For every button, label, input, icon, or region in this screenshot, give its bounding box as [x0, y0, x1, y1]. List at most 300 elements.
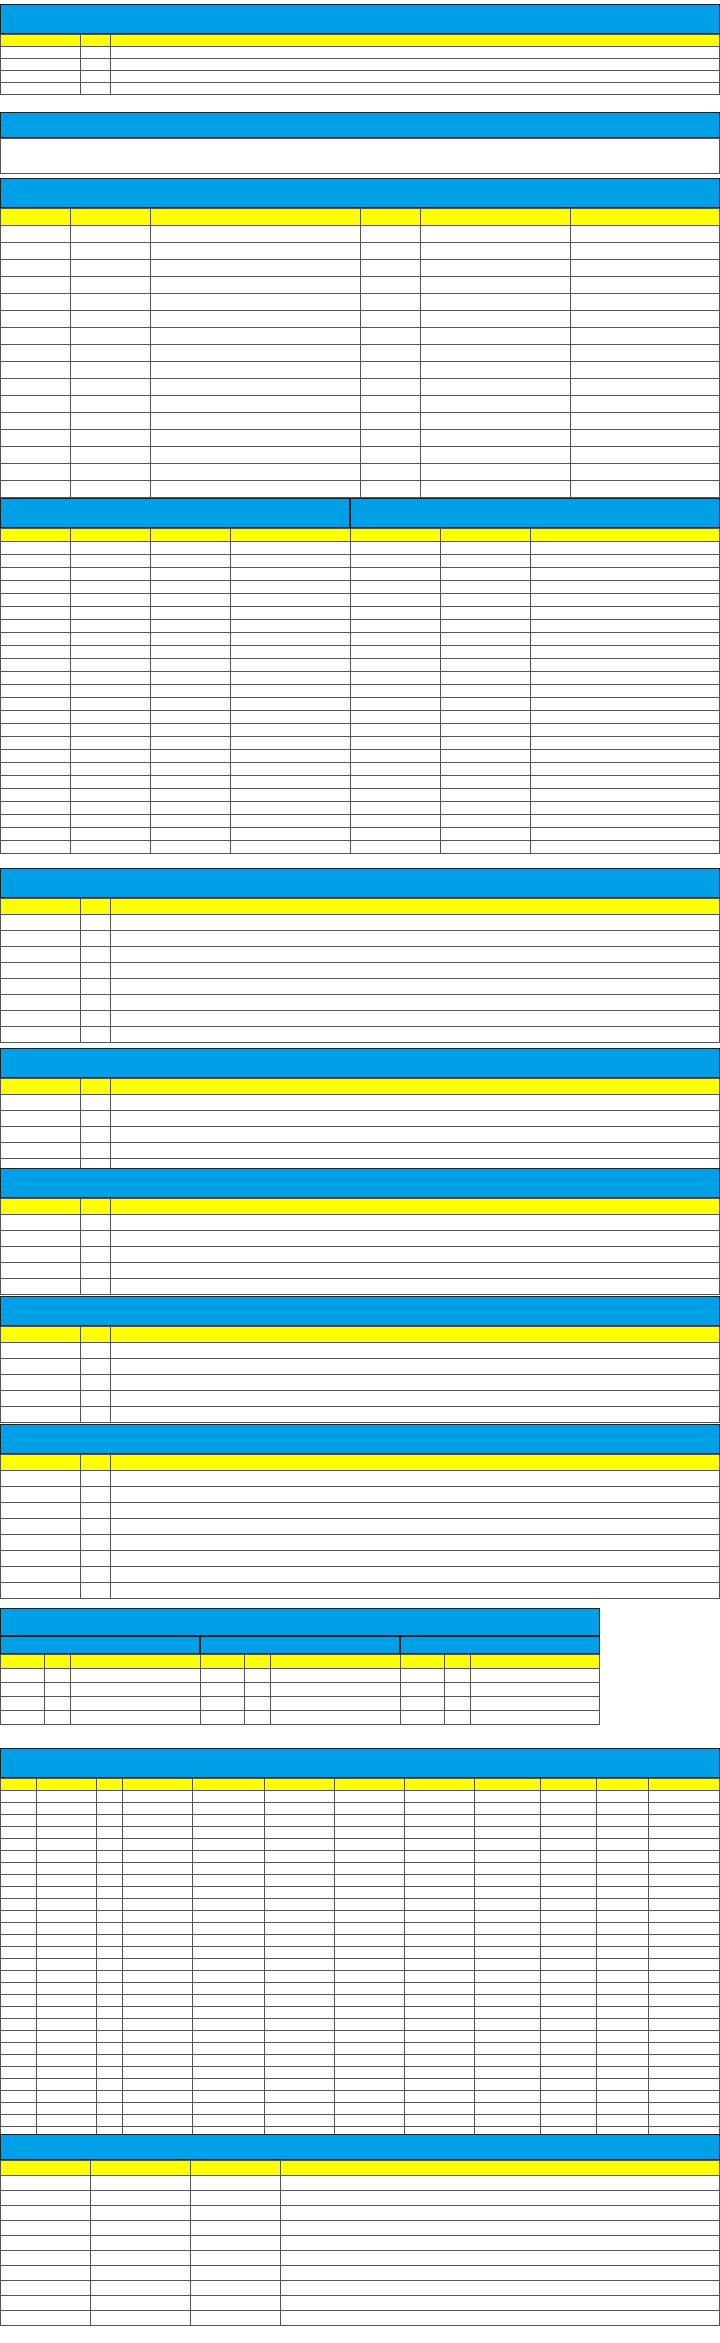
table-cell: [265, 2115, 335, 2127]
table-cell: [405, 1911, 475, 1923]
table-cell: [571, 311, 720, 328]
table-cell: [37, 2091, 97, 2103]
table-row: [1, 1111, 720, 1127]
table-cell: [597, 2019, 649, 2031]
table-cell: [351, 724, 441, 737]
table-cell: [151, 413, 361, 430]
header-cell: [245, 1655, 271, 1669]
table-cell: [475, 2067, 541, 2079]
table-cell: [81, 1375, 111, 1391]
table-cell: [351, 633, 441, 646]
table-cell: [37, 1815, 97, 1827]
table-cell: [421, 294, 571, 311]
table-cell: [231, 698, 351, 711]
table-cell: [193, 1827, 265, 1839]
table-cell: [71, 724, 151, 737]
table-row: [1, 1567, 720, 1583]
table-cell: [405, 1851, 475, 1863]
table-cell: [71, 542, 151, 555]
section-4: [0, 498, 720, 854]
table-cell: [1, 2115, 37, 2127]
section-7: [0, 1168, 720, 1295]
table-row: [1, 1231, 720, 1247]
table-cell: [45, 1683, 71, 1697]
table-cell: [597, 1983, 649, 1995]
table-cell: [37, 2115, 97, 2127]
table-cell: [265, 2019, 335, 2031]
table-cell: [265, 1875, 335, 1887]
table-cell: [91, 2206, 191, 2221]
table-cell: [597, 1791, 649, 1803]
table-cell: [351, 828, 441, 841]
table-cell: [531, 594, 720, 607]
table-cell: [405, 2007, 475, 2019]
table-cell: [1, 71, 81, 83]
table-cell: [91, 2281, 191, 2296]
table-cell: [193, 1935, 265, 1947]
table-cell: [81, 1095, 111, 1111]
header-cell: [649, 1779, 720, 1791]
table-cell: [361, 311, 421, 328]
table-cell: [123, 1851, 193, 1863]
table-cell: [91, 2266, 191, 2281]
table-row: [1, 1995, 720, 2007]
table-cell: [71, 1711, 201, 1725]
table-cell: [265, 2067, 335, 2079]
section-5-banner: [0, 868, 720, 898]
table-cell: [123, 2103, 193, 2115]
table-cell: [541, 2103, 597, 2115]
table-row: [1, 1947, 720, 1959]
table-cell: [111, 963, 720, 979]
table-cell: [97, 2067, 123, 2079]
table-cell: [193, 2091, 265, 2103]
table-cell: [597, 2067, 649, 2079]
table-cell: [81, 1247, 111, 1263]
table-cell: [597, 1911, 649, 1923]
table-cell: [265, 1911, 335, 1923]
table-cell: [421, 379, 571, 396]
header-cell: [265, 1779, 335, 1791]
table-cell: [71, 737, 151, 750]
table-cell: [123, 1935, 193, 1947]
table-cell: [401, 1683, 445, 1697]
table-cell: [37, 1803, 97, 1815]
table-row: [1, 1551, 720, 1567]
table-row: [1, 737, 720, 750]
table-cell: [541, 1983, 597, 1995]
table-row: [1, 979, 720, 995]
table-cell: [541, 2007, 597, 2019]
table-cell: [475, 1935, 541, 1947]
table-cell: [193, 1983, 265, 1995]
table-cell: [649, 2103, 720, 2115]
table-cell: [541, 2031, 597, 2043]
table-cell: [531, 607, 720, 620]
table-cell: [123, 1791, 193, 1803]
section-12-banner: [0, 2134, 720, 2160]
table-cell: [81, 1143, 111, 1159]
table-row: [1, 1839, 720, 1851]
table-cell: [1, 1583, 81, 1599]
table-cell: [151, 447, 361, 464]
table-cell: [97, 1875, 123, 1887]
table-cell: [475, 1995, 541, 2007]
table-cell: [1, 750, 71, 763]
table-cell: [111, 1359, 720, 1375]
table-cell: [37, 2043, 97, 2055]
table-cell: [541, 1935, 597, 1947]
table-cell: [1, 1669, 45, 1683]
table-cell: [441, 724, 531, 737]
table-row: [1, 1027, 720, 1043]
header-cell: [271, 1655, 401, 1669]
table-cell: [97, 1935, 123, 1947]
table-cell: [531, 620, 720, 633]
table-cell: [541, 1875, 597, 1887]
table-header-row: [1, 1455, 720, 1471]
table-cell: [335, 2031, 405, 2043]
table-cell: [597, 1923, 649, 1935]
table-row: [1, 464, 720, 481]
table-row: [1, 2007, 720, 2019]
table-cell: [361, 413, 421, 430]
table-row: [1, 542, 720, 555]
table-cell: [597, 2031, 649, 2043]
table-cell: [231, 685, 351, 698]
table-cell: [1, 776, 71, 789]
table-cell: [471, 1669, 600, 1683]
table-cell: [335, 1947, 405, 1959]
header-cell: [81, 35, 111, 47]
section-12: [0, 2134, 720, 2326]
table-cell: [97, 1971, 123, 1983]
table-cell: [193, 1851, 265, 1863]
table-row: [1, 396, 720, 413]
table-cell: [191, 2206, 281, 2221]
table-cell: [335, 1923, 405, 1935]
table-cell: [123, 2055, 193, 2067]
table-cell: [571, 294, 720, 311]
table-row: [1, 2031, 720, 2043]
table-cell: [151, 464, 361, 481]
table-cell: [265, 1995, 335, 2007]
table-row: [1, 83, 720, 95]
table-cell: [1, 1863, 37, 1875]
table-cell: [649, 2007, 720, 2019]
table-cell: [475, 2007, 541, 2019]
table-cell: [193, 1995, 265, 2007]
table-cell: [111, 1231, 720, 1247]
table-row: [1, 594, 720, 607]
table-cell: [231, 724, 351, 737]
section-5-tbody: [1, 899, 720, 1043]
table-cell: [71, 750, 151, 763]
table-cell: [405, 2019, 475, 2031]
table-cell: [531, 724, 720, 737]
table-cell: [1, 1839, 37, 1851]
table-cell: [1, 2206, 91, 2221]
table-cell: [441, 594, 531, 607]
table-cell: [475, 2031, 541, 2043]
table-cell: [111, 1027, 720, 1043]
header-cell: [151, 529, 231, 542]
table-cell: [649, 1863, 720, 1875]
table-cell: [541, 2067, 597, 2079]
table-cell: [111, 1583, 720, 1599]
table-cell: [541, 1911, 597, 1923]
header-cell: [1, 35, 81, 47]
table-cell: [37, 1983, 97, 1995]
table-cell: [649, 1923, 720, 1935]
table-cell: [265, 1803, 335, 1815]
table-cell: [193, 1911, 265, 1923]
table-cell: [265, 1959, 335, 1971]
table-cell: [265, 2091, 335, 2103]
table-cell: [351, 815, 441, 828]
table-row: [1, 1127, 720, 1143]
table-cell: [649, 1815, 720, 1827]
table-cell: [475, 1911, 541, 1923]
section-4-banners: [0, 498, 720, 528]
table-cell: [37, 1971, 97, 1983]
table-cell: [597, 1875, 649, 1887]
table-cell: [231, 620, 351, 633]
table-cell: [97, 2031, 123, 2043]
table-cell: [597, 1851, 649, 1863]
table-cell: [97, 2103, 123, 2115]
table-cell: [1, 2176, 91, 2191]
table-cell: [271, 1669, 401, 1683]
table-cell: [71, 243, 151, 260]
table-cell: [81, 1535, 111, 1551]
table-row: [1, 243, 720, 260]
table-header-row: [1, 1199, 720, 1215]
table-cell: [1, 396, 71, 413]
table-cell: [405, 2031, 475, 2043]
header-cell: [541, 1779, 597, 1791]
table-cell: [111, 1111, 720, 1127]
table-row: [1, 931, 720, 947]
table-cell: [1, 2221, 91, 2236]
header-cell: [201, 1655, 245, 1669]
table-cell: [1, 542, 71, 555]
table-cell: [193, 2007, 265, 2019]
table-cell: [281, 2251, 720, 2266]
table-cell: [351, 620, 441, 633]
table-cell: [81, 1011, 111, 1027]
table-cell: [405, 2055, 475, 2067]
table-cell: [351, 555, 441, 568]
table-cell: [71, 685, 151, 698]
table-cell: [441, 633, 531, 646]
header-cell: [1, 2161, 91, 2176]
table-cell: [475, 1863, 541, 1875]
section-2-notes: [0, 138, 720, 174]
section-10-tbody: [1, 1655, 600, 1725]
table-cell: [597, 2103, 649, 2115]
table-row: [1, 1375, 720, 1391]
table-cell: [1, 698, 71, 711]
table-cell: [123, 1887, 193, 1899]
table-cell: [1, 594, 71, 607]
table-cell: [571, 430, 720, 447]
table-cell: [531, 672, 720, 685]
table-row: [1, 2115, 720, 2127]
table-cell: [37, 1899, 97, 1911]
table-cell: [351, 776, 441, 789]
table-cell: [649, 2079, 720, 2091]
table-cell: [531, 763, 720, 776]
table-cell: [123, 1959, 193, 1971]
header-cell: [597, 1779, 649, 1791]
table-cell: [1, 1011, 81, 1027]
table-cell: [151, 260, 361, 277]
table-cell: [405, 1959, 475, 1971]
table-cell: [111, 47, 720, 59]
table-cell: [151, 724, 231, 737]
section-1-banner: [0, 4, 720, 34]
table-cell: [231, 828, 351, 841]
table-cell: [193, 1875, 265, 1887]
table-cell: [335, 2091, 405, 2103]
table-cell: [191, 2221, 281, 2236]
table-row: [1, 1519, 720, 1535]
table-row: [1, 1711, 600, 1725]
table-cell: [421, 481, 571, 498]
table-cell: [405, 1995, 475, 2007]
table-cell: [81, 1127, 111, 1143]
table-cell: [123, 2079, 193, 2091]
table-cell: [265, 2103, 335, 2115]
table-cell: [1, 1215, 81, 1231]
table-cell: [45, 1711, 71, 1725]
table-cell: [91, 2191, 191, 2206]
table-row: [1, 711, 720, 724]
table-cell: [151, 396, 361, 413]
table-cell: [1, 1471, 81, 1487]
table-row: [1, 750, 720, 763]
table-cell: [265, 2007, 335, 2019]
table-cell: [361, 294, 421, 311]
table-cell: [71, 815, 151, 828]
table-cell: [649, 1935, 720, 1947]
table-cell: [201, 1669, 245, 1683]
table-cell: [37, 2019, 97, 2031]
table-cell: [1, 672, 71, 685]
section-3: [0, 178, 720, 498]
table-cell: [649, 1899, 720, 1911]
table-cell: [37, 1923, 97, 1935]
table-cell: [37, 1875, 97, 1887]
table-cell: [71, 568, 151, 581]
table-cell: [541, 2043, 597, 2055]
table-cell: [111, 1471, 720, 1487]
header-cell: [71, 529, 151, 542]
note-line: [5, 141, 715, 152]
table-cell: [571, 328, 720, 345]
table-cell: [71, 277, 151, 294]
table-cell: [191, 2176, 281, 2191]
table-cell: [531, 815, 720, 828]
section-1-tbody: [1, 35, 720, 95]
table-row: [1, 1923, 720, 1935]
table-cell: [1, 2019, 37, 2031]
table-cell: [193, 1887, 265, 1899]
table-cell: [649, 2019, 720, 2031]
table-cell: [335, 1851, 405, 1863]
table-cell: [151, 802, 231, 815]
table-cell: [597, 1995, 649, 2007]
table-cell: [441, 542, 531, 555]
table-cell: [541, 1995, 597, 2007]
header-cell: [231, 529, 351, 542]
table-cell: [71, 226, 151, 243]
table-cell: [151, 841, 231, 854]
table-cell: [1, 568, 71, 581]
table-cell: [123, 1899, 193, 1911]
table-row: [1, 1503, 720, 1519]
table-row: [1, 2103, 720, 2115]
table-header-row: [1, 1655, 600, 1669]
header-cell: [111, 1199, 720, 1215]
table-row: [1, 646, 720, 659]
table-cell: [475, 1875, 541, 1887]
table-cell: [335, 2007, 405, 2019]
table-cell: [401, 1669, 445, 1683]
table-cell: [351, 802, 441, 815]
table-cell: [541, 1851, 597, 1863]
table-cell: [1, 1111, 81, 1127]
table-cell: [123, 1923, 193, 1935]
table-cell: [281, 2281, 720, 2296]
table-row: [1, 2251, 720, 2266]
table-row: [1, 1899, 720, 1911]
table-row: [1, 1359, 720, 1375]
table-cell: [97, 1851, 123, 1863]
table-cell: [151, 620, 231, 633]
section-4-table: [0, 528, 720, 854]
table-cell: [81, 979, 111, 995]
table-cell: [571, 362, 720, 379]
table-cell: [37, 2007, 97, 2019]
table-cell: [281, 2296, 720, 2311]
table-cell: [405, 1899, 475, 1911]
table-cell: [193, 2103, 265, 2115]
header-cell: [1, 209, 71, 226]
table-cell: [541, 1863, 597, 1875]
table-cell: [151, 685, 231, 698]
table-cell: [91, 2221, 191, 2236]
table-cell: [335, 2043, 405, 2055]
table-cell: [151, 672, 231, 685]
table-cell: [649, 2031, 720, 2043]
table-cell: [1, 1535, 81, 1551]
table-row: [1, 447, 720, 464]
table-cell: [111, 1127, 720, 1143]
section-12-table: [0, 2160, 720, 2326]
table-cell: [151, 581, 231, 594]
table-cell: [421, 243, 571, 260]
table-cell: [531, 737, 720, 750]
table-cell: [571, 345, 720, 362]
table-cell: [441, 672, 531, 685]
table-cell: [541, 2091, 597, 2103]
table-cell: [81, 47, 111, 59]
table-cell: [151, 633, 231, 646]
header-cell: [475, 1779, 541, 1791]
table-cell: [265, 1947, 335, 1959]
